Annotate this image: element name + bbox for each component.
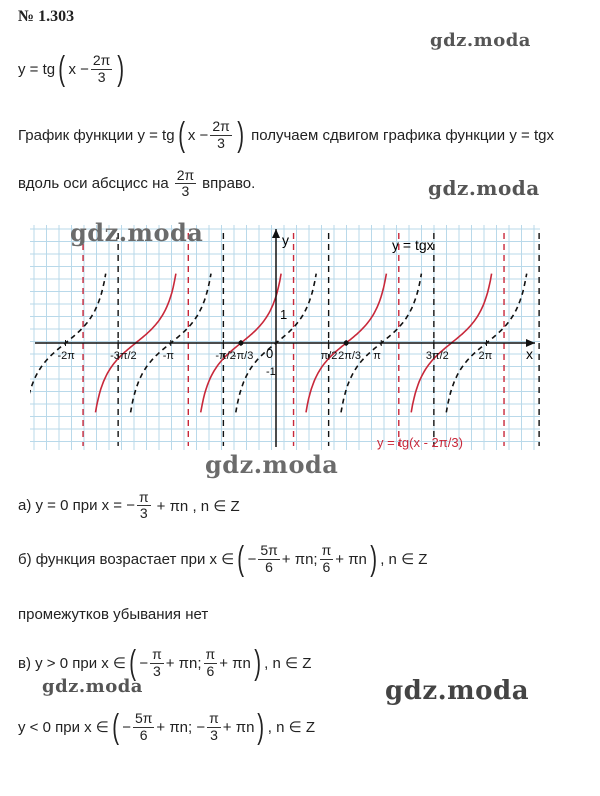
fraction-den: 3	[97, 68, 106, 85]
formula-lhs: y = tg	[18, 60, 56, 78]
answer-text: б) функция возрастает при x ∈	[18, 551, 235, 568]
paren-open: (	[112, 708, 119, 746]
label-one: 1	[280, 307, 288, 322]
fraction-num: π	[138, 489, 149, 505]
base-curve-label: y = tgx	[392, 237, 434, 253]
explanation-text: График функции y = tg	[18, 126, 175, 144]
function-formula	[18, 52, 128, 86]
watermark: gdz.moda	[385, 676, 530, 706]
explanation-line-2	[18, 168, 255, 200]
y-axis-label: y	[282, 232, 289, 248]
fraction	[175, 168, 196, 200]
answer-text: + πn , n ∈ Z	[156, 497, 240, 515]
fraction	[210, 119, 231, 151]
watermark: gdz.moda	[430, 30, 531, 51]
label-minus-one: -1	[266, 366, 276, 378]
tick-label: -π	[162, 350, 175, 362]
minus-sign: −	[122, 718, 131, 736]
fraction-num: 2π	[92, 52, 111, 69]
fraction-num: π	[321, 542, 332, 559]
fraction-den: 3	[210, 726, 218, 743]
fraction-den: 3	[139, 505, 148, 522]
tick-label: 2π	[478, 350, 493, 362]
tick-label: -3π/2	[110, 350, 137, 362]
paren-open: (	[177, 116, 185, 154]
explanation-line-1	[18, 118, 554, 152]
explanation-text: получаем сдвигом графика функции y = tgx	[251, 126, 554, 144]
fraction-den: 6	[265, 558, 273, 575]
fraction	[150, 647, 164, 679]
formula-inner: x −	[68, 60, 89, 78]
paren-close: )	[370, 540, 377, 578]
label-zero: 0	[266, 346, 274, 361]
tick-label: -2π	[57, 350, 75, 362]
answer-text: + πn; −	[156, 718, 206, 736]
graph	[30, 225, 540, 450]
answer-text: в) y > 0 при x ∈	[18, 655, 126, 672]
tick-label: 3π/2	[425, 350, 449, 362]
answer-text: + πn	[335, 550, 367, 568]
y-axis-arrow	[272, 229, 280, 238]
fraction	[258, 543, 279, 575]
fraction-den: 6	[206, 662, 215, 679]
watermark: gdz.moda	[205, 450, 339, 479]
x-axis-label: x	[526, 346, 533, 362]
answer-v1	[18, 646, 311, 680]
fraction-den: 6	[322, 558, 331, 575]
fraction-num: 5π	[260, 542, 278, 559]
paren-open: (	[129, 644, 137, 682]
tick-label: π	[373, 350, 381, 362]
paren-open: (	[58, 50, 66, 88]
fraction-num: π	[205, 646, 216, 663]
no-decrease-text: промежутков убывания нет	[18, 606, 209, 623]
fraction-den: 3	[181, 183, 190, 200]
fraction-num: π	[209, 710, 219, 727]
answer-text: + πn;	[165, 654, 202, 672]
fraction-num: π	[152, 646, 162, 663]
answer-text: + πn	[222, 718, 255, 736]
answer-text: y < 0 при x ∈	[18, 719, 109, 736]
answer-text: , n ∈ Z	[267, 719, 315, 736]
fraction	[207, 711, 221, 743]
minus-sign: −	[247, 550, 257, 568]
tick-label: 2π/3	[338, 350, 362, 362]
paren-open: (	[237, 540, 245, 578]
fraction-num: 2π	[176, 167, 195, 183]
explanation-text: вдоль оси абсцисс на	[18, 175, 169, 193]
tick-label: π/2	[320, 350, 338, 362]
tick-label: -π/3	[232, 350, 254, 362]
formula-inner: x −	[187, 126, 209, 144]
paren-close: )	[254, 644, 261, 682]
fraction-den: 3	[153, 662, 161, 679]
answer-text: + πn	[219, 654, 251, 672]
answer-text: а) y = 0 при x = −	[18, 497, 135, 515]
fraction-den: 6	[139, 726, 148, 743]
answer-b	[18, 542, 427, 576]
fraction	[320, 543, 334, 575]
fraction	[137, 490, 151, 522]
minus-sign: −	[139, 654, 149, 672]
fraction-num: 2π	[212, 118, 230, 135]
curves	[30, 233, 539, 446]
grid	[30, 225, 540, 450]
fraction-num: 5π	[134, 710, 153, 727]
paren-close: )	[257, 708, 265, 746]
shifted-curve-label: y = tg(x - 2π/3)	[377, 435, 463, 450]
answer-text: , n ∈ Z	[264, 655, 312, 672]
problem-number: № 1.303	[18, 8, 75, 25]
answer-a	[18, 490, 240, 522]
fraction	[133, 711, 154, 743]
paren-close: )	[117, 50, 125, 88]
watermark: gdz.moda	[70, 218, 204, 247]
watermark: gdz.moda	[428, 176, 540, 200]
tick-label: -π/2	[215, 350, 236, 362]
zero-point	[344, 341, 349, 346]
answer-text: , n ∈ Z	[380, 551, 428, 568]
fraction	[91, 53, 112, 85]
zero-point	[238, 341, 243, 346]
fraction-den: 3	[217, 134, 225, 151]
watermark: gdz.moda	[42, 676, 143, 697]
explanation-text: вправо.	[202, 175, 256, 193]
answer-text: + πn;	[281, 550, 318, 568]
fraction	[204, 647, 218, 679]
paren-close: )	[237, 116, 244, 154]
answer-v2	[18, 710, 315, 744]
